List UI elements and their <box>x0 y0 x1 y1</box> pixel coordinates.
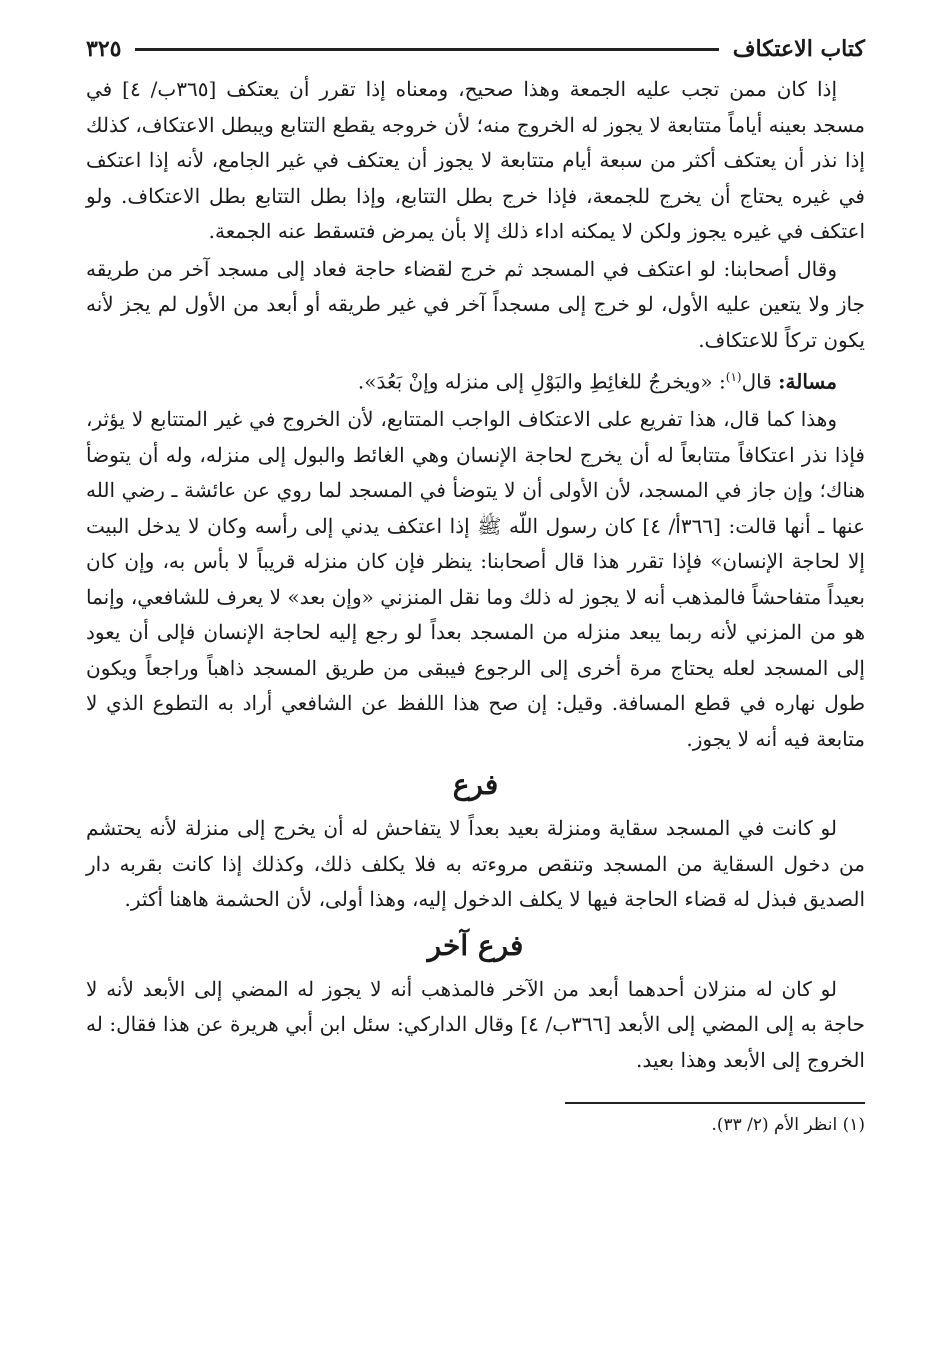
footnote-divider <box>565 1102 865 1104</box>
footnote-ref[interactable]: (١) <box>725 370 742 384</box>
masala-line <box>86 360 865 400</box>
footnote: (١) انظر الأم (٢/ ٣٣). <box>711 1115 865 1136</box>
page <box>86 26 865 1367</box>
paragraph-5: لو كان له منزلان أحدهما أبعد من الآخر فالمذهب أنه لا يجوز له المضي إلى الأبعد لأنه لا حاجة به إلى المضي إلى الأبعد [٣٦٦ب/ ٤] وقال الداركي: سئل ابن أبي هريرة عن هذا فقال: له الخروج إلى الأبعد وهذا بعيد. <box>86 976 865 1072</box>
paragraph-4: لو كانت في المسجد سقاية ومنزلة بعيد بعداً لا يتفاحش له أن يخرج إلى منزلة لأنه يحتشم من دخول السقاية من المسجد وتنقص مروءته به فلا يكلف ذلك، وكذلك إذا كانت بقربه دار الصديق فبذل له قضاء الحاجة فيها لا يكلف الدخول إليه، وهذا أولى، لأن الحشمة هاهنا أكثر. <box>86 816 865 912</box>
book-title: كتاب الاعتكاف <box>732 36 865 62</box>
paragraph-1: إذا كان ممن تجب عليه الجمعة وهذا صحيح، ومعناه إذا تقرر أن يعتكف [٣٦٥ب/ ٤] في مسجد بعينه أياماً متتابعة لا يجوز له الخروج منه؛ لأن خروجه يقطع التتابع ويبطل الاعتكاف، كذلك إذا نذر أن يعتكف أكثر من سبعة أيام متتابعة لا يجوز أن يعتكف في غير الجامع، لأنه إذا اعتكف في غيره يحتاج أن يخرج للجمعة، فإذا خرج بطل التتابع، وإذا بطل التتابع بطل الاعتكاف. ولو اعتكف في غيره يجوز ولكن لا يمكنه اداء ذلك إلا بأن يمرض فتسقط عنه الجمعة. <box>86 77 865 243</box>
paragraph-2: وقال أصحابنا: لو اعتكف في المسجد ثم خرج لقضاء حاجة فعاد إلى مسجد آخر من طريقه جاز ولا يتعين عليه الأول، لو خرج إلى مسجداً آخر في غير طريقه أو أبعد من الأول لم يجز لأنه يكون تركاً للاعتكاف. <box>86 256 866 352</box>
header-rule <box>135 48 718 51</box>
running-header <box>86 26 865 72</box>
paragraph-3: وهذا كما قال، هذا تفريع على الاعتكاف الواجب المتتابع، لأن الخروج في غير المتتابع لا يؤثر، فإذا نذر اعتكافاً متتابعاً له أن يخرج لحاجة الإنسان وهي الغائط والبول إلى منزله، وله أن يتوضأ هناك؛ وإن جاز في المسجد، لأن الأولى أن لا يتوضأ في المسجد لما روي عن عائشة ـ رضي الله عنها ـ أنها قالت: [٣٦٦أ/ ٤] كان رسول اللّه ﷺ إذا اعتكف يدني إلى رأسه وكان لا يدخل البيت إلا لحاجة الإنسان» فإذا تقرر هذا قال أصحابنا: ينظر فإن كان منزله قريباً لا بأس به، وإن كان بعيداً متفاحشاً فالمذهب أنه لا يجوز له ذلك وما نقل المنزني «وإن بعد» لا يعرف للشافعي، وإنما هو من المزني لأنه ربما يبعد منزله من المسجد بعداً لو رجع إليه لحاجة الإنسان فإلى أن يعود إلى المسجد لعله يحتاج مرة أخرى إلى الرجوع فيبقى من طريق المسجد ذاهباً وراجعاً ويكون طول نهاره في قطع المسافة. وقيل: إن صح هذا اللفظ عن الشافعي أراد به التطوع الذي لا متابعة فيه أنه لا يجوز. <box>86 407 866 751</box>
section-heading-far-akhar: فرع آخر <box>427 928 524 962</box>
masala-text: : «ويخرجُ للغائِطِ والبَوْلِ إلى منزله وإنْ بَعُدَ». <box>357 369 726 394</box>
page-number: ٣٢٥ <box>86 36 122 62</box>
masala-label: مسالة: <box>778 369 837 394</box>
section-heading-far: فرع <box>452 768 499 802</box>
main-text <box>86 72 865 1078</box>
masala-pre: قال <box>741 369 779 394</box>
